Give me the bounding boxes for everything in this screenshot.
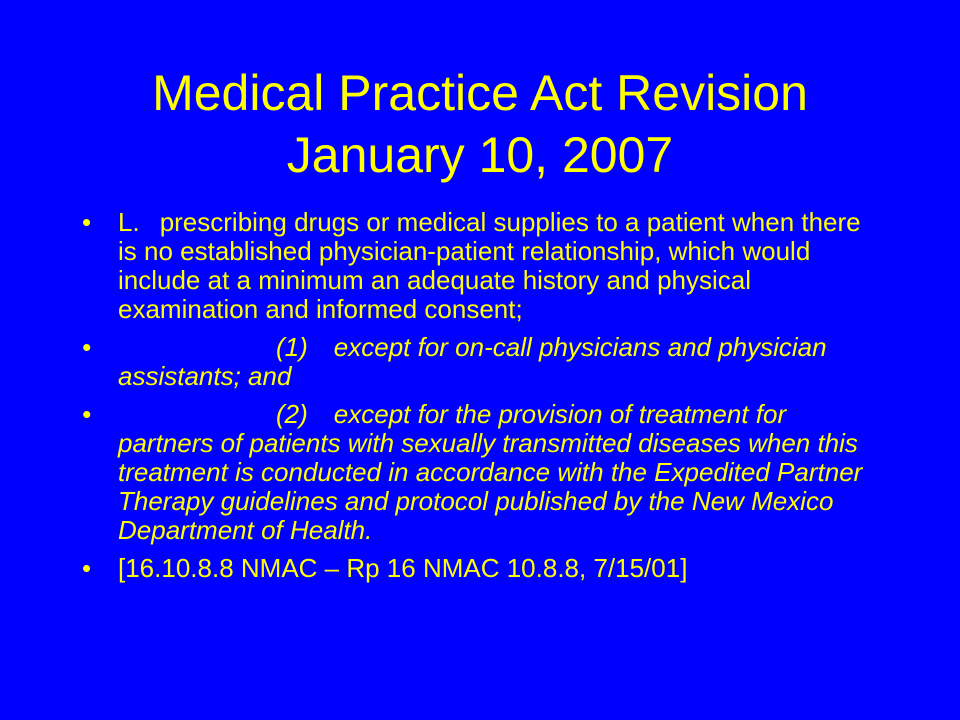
bullet-item-1 bbox=[82, 333, 882, 391]
bullet-text: except for on-call physicians and physician assistants; and bbox=[118, 332, 827, 391]
bullet-label: L. bbox=[118, 207, 140, 237]
bullet-item-2 bbox=[82, 400, 882, 545]
bullet-label: (1) bbox=[276, 332, 308, 362]
citation-text: [16.10.8.8 NMAC – Rp 16 NMAC 10.8.8, 7/15/01] bbox=[118, 553, 688, 583]
slide-title bbox=[0, 62, 960, 186]
bullet-dot: • bbox=[82, 207, 92, 237]
slide-body bbox=[82, 208, 882, 592]
bullet-dot: • bbox=[82, 399, 92, 429]
title-line-1: Medical Practice Act Revision bbox=[152, 65, 808, 121]
title-line-2: January 10, 2007 bbox=[286, 127, 674, 183]
bullet-text: prescribing drugs or medical supplies to a patient when there is no established physician-patient relationship, which would include at a minimum an adequate history and physical examination and informed consent; bbox=[118, 207, 861, 324]
bullet-item-l bbox=[82, 208, 882, 324]
bullet-dot: • bbox=[82, 332, 92, 362]
bullet-item-citation bbox=[82, 554, 882, 583]
bullet-dot: • bbox=[82, 553, 92, 583]
bullet-label: (2) bbox=[276, 399, 308, 429]
bullet-text: except for the provision of treatment for partners of patients with sexually transmitted diseases when this treatment is conducted in accordance with the Expedited Partner Therapy guidelines and protocol published by the New Mexico Department of Health. bbox=[118, 399, 863, 545]
